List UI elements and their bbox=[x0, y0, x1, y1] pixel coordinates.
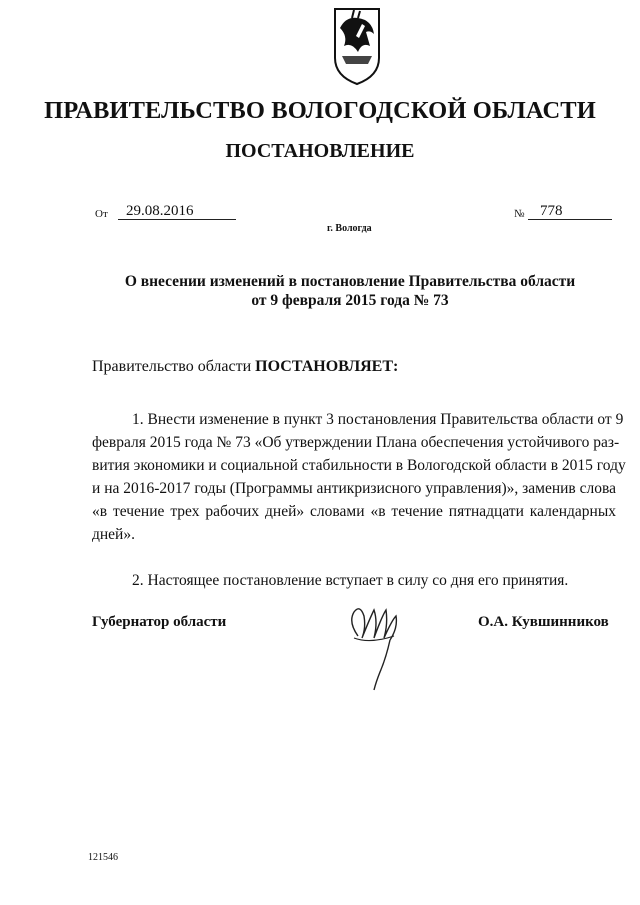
resolves-prefix: Правительство области bbox=[92, 358, 256, 375]
signatory-name: О.А. Кувшинников bbox=[478, 614, 609, 630]
resolves-keyword: ПОСТАНОВЛЯЕТ: bbox=[255, 358, 399, 375]
paragraph-1-line: 1. Внести изменение в пункт 3 постановления Правительства области от 9 bbox=[132, 411, 624, 428]
paragraph-2: 2. Настоящее постановление вступает в силу со дня его принятия. bbox=[132, 572, 569, 589]
resolves-statement bbox=[92, 358, 398, 376]
document-number: 778 bbox=[528, 203, 612, 220]
paragraph-1-line: вития экономики и социальной стабильности в Вологодской области в 2015 году bbox=[92, 457, 626, 474]
date-label: От bbox=[95, 208, 108, 220]
subject-line-1: О внесении изменений в постановление Правительства области bbox=[124, 273, 576, 290]
subject-line-2: от 9 февраля 2015 года № 73 bbox=[251, 292, 449, 309]
document-type: ПОСТАНОВЛЕНИЕ bbox=[225, 140, 415, 162]
document-subject bbox=[0, 272, 640, 310]
city: г. Вологда bbox=[327, 223, 372, 234]
number-label: № bbox=[514, 208, 525, 220]
government-title: ПРАВИТЕЛЬСТВО ВОЛОГОДСКОЙ ОБЛАСТИ bbox=[44, 97, 596, 124]
paragraph-1-line: дней». bbox=[92, 526, 135, 543]
paragraph-1-line: «в течение трех рабочих дней» словами «в течение пятнадцати календарных bbox=[92, 503, 616, 520]
signatory-position: Губернатор области bbox=[92, 614, 227, 630]
paragraph-1-line: и на 2016-2017 годы (Программы антикризисного управления)», заменив слова bbox=[92, 480, 616, 497]
handwritten-signature bbox=[340, 598, 410, 698]
document-date: 29.08.2016 bbox=[118, 203, 236, 220]
paragraph-1-line: февраля 2015 года № 73 «Об утверждении Плана обеспечения устойчивого раз- bbox=[92, 434, 620, 451]
document-code: 121546 bbox=[88, 852, 118, 863]
coat-of-arms-icon bbox=[332, 6, 382, 86]
paragraph-1 bbox=[92, 408, 626, 546]
